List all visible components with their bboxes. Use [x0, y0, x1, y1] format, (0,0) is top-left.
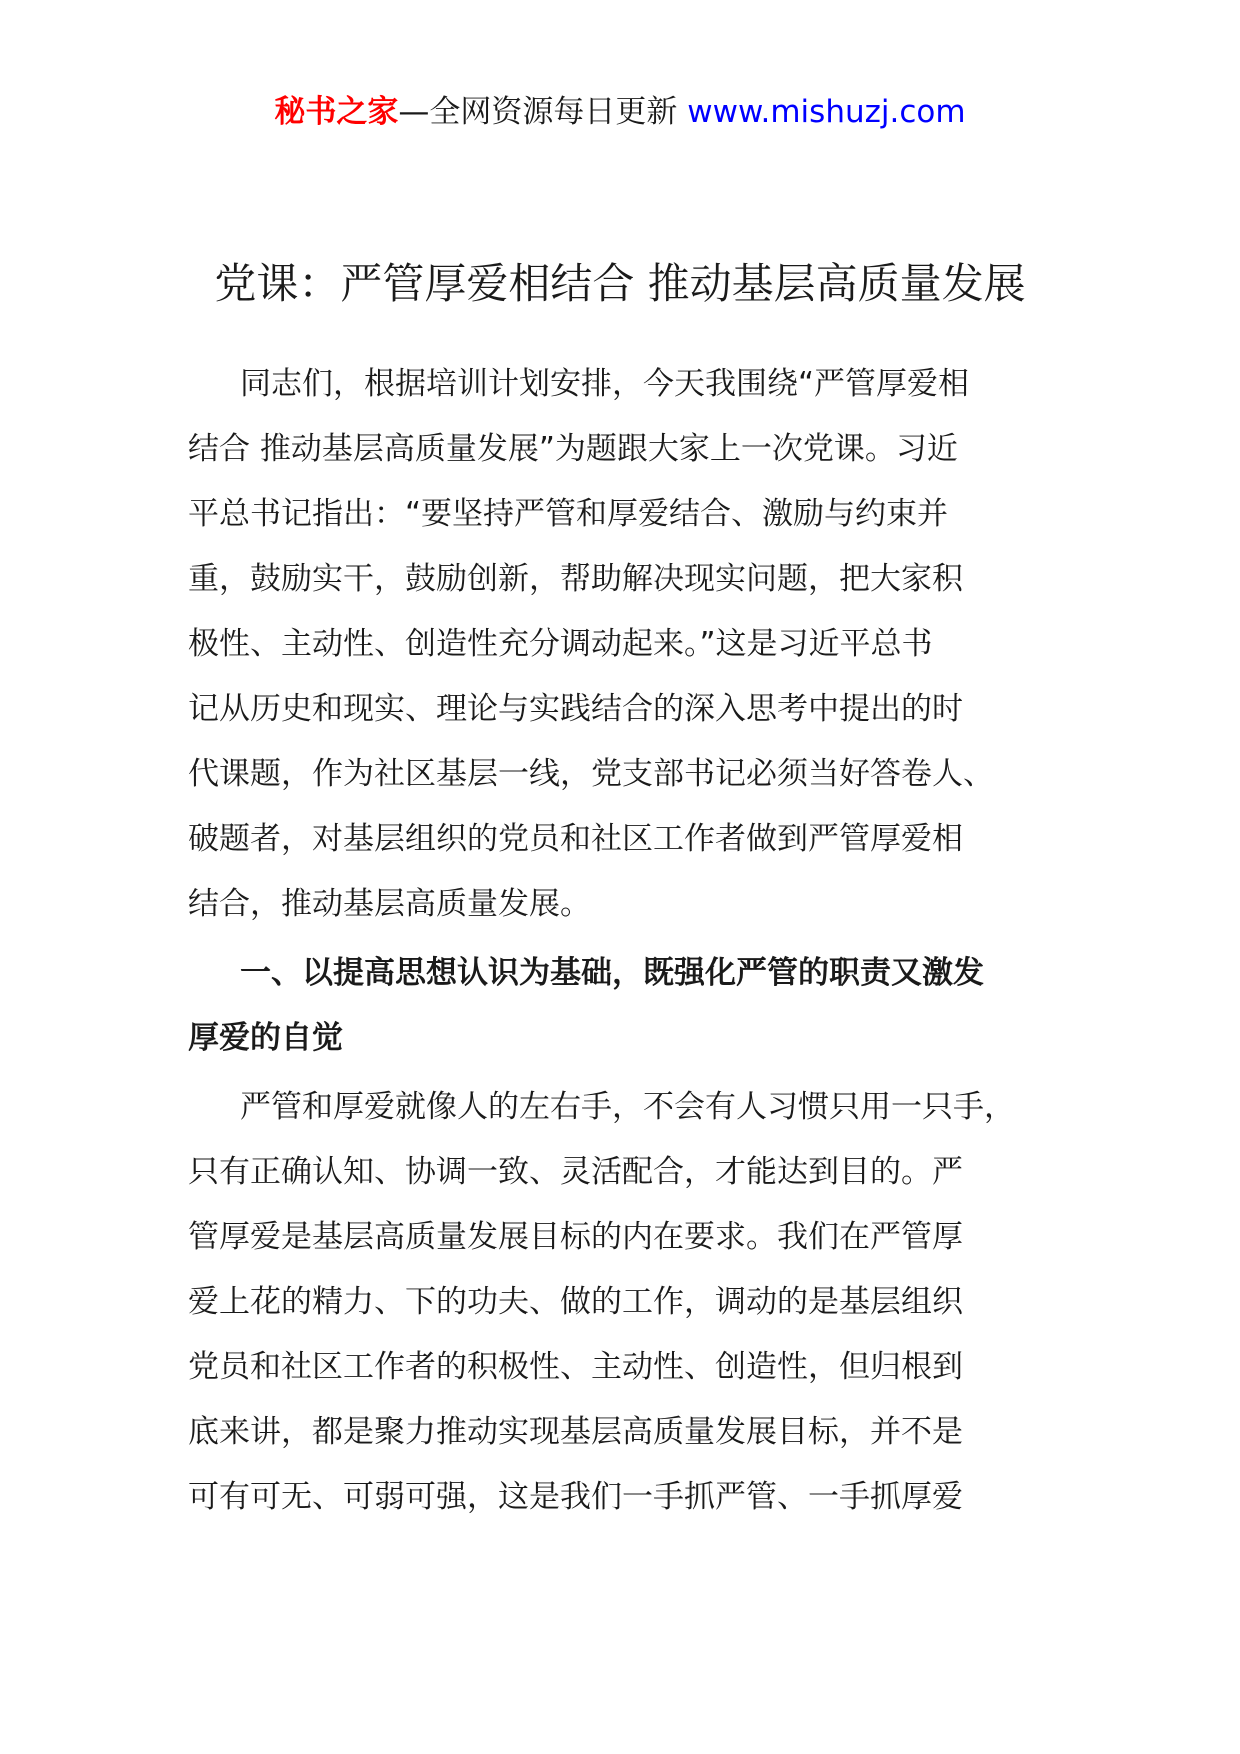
- section-heading-1: [188, 941, 1068, 1071]
- paragraph-intro: [188, 352, 1068, 937]
- site-url-link[interactable]: www.mishuzj.com: [687, 94, 966, 130]
- paragraph-line: 可有可无、可弱可强，这是我们一手抓严管、一手抓厚爱: [188, 1479, 963, 1515]
- paragraph-line: 结合 推动基层高质量发展”为题跟大家上一次党课。习近: [188, 431, 958, 467]
- paragraph-line: 记从历史和现实、理论与实践结合的深入思考中提出的时: [188, 691, 963, 727]
- paragraph-line: 极性、主动性、创造性充分调动起来。”这是习近平总书: [188, 626, 933, 662]
- paragraph-section-1: [188, 1075, 1068, 1530]
- paragraph-line: 平总书记指出：“要坚持严管和厚爱结合、激励与约束并: [188, 496, 949, 532]
- document-title: 党课：严管厚爱相结合 推动基层高质量发展: [214, 259, 1026, 308]
- heading-line: 厚爱的自觉: [188, 1020, 343, 1056]
- site-header: [0, 92, 1240, 132]
- paragraph-line: 破题者，对基层组织的党员和社区工作者做到严管厚爱相: [188, 821, 963, 857]
- heading-line: 一、以提高思想认识为基础，既强化严管的职责又激发: [240, 955, 984, 991]
- paragraph-line: 只有正确认知、协调一致、灵活配合，才能达到目的。严: [188, 1154, 963, 1190]
- paragraph-line: 党员和社区工作者的积极性、主动性、创造性，但归根到: [188, 1349, 963, 1385]
- paragraph-line: 底来讲，都是聚力推动实现基层高质量发展目标，并不是: [188, 1414, 963, 1450]
- paragraph-line: 重，鼓励实干，鼓励创新，帮助解决现实问题，把大家积: [188, 561, 963, 597]
- document-body: [188, 352, 1068, 1530]
- site-brand: 秘书之家: [274, 94, 399, 130]
- site-tagline: —全网资源每日更新: [398, 94, 678, 130]
- paragraph-line: 结合，推动基层高质量发展。: [188, 886, 591, 922]
- paragraph-line: 严管和厚爱就像人的左右手，不会有人习惯只用一只手，: [240, 1089, 1015, 1125]
- paragraph-line: 代课题，作为社区基层一线，党支部书记必须当好答卷人、: [188, 756, 994, 792]
- paragraph-line: 爱上花的精力、下的功夫、做的工作，调动的是基层组织: [188, 1284, 963, 1320]
- paragraph-line: 管厚爱是基层高质量发展目标的内在要求。我们在严管厚: [188, 1219, 963, 1255]
- paragraph-line: 同志们，根据培训计划安排，今天我围绕“严管厚爱相: [240, 366, 970, 402]
